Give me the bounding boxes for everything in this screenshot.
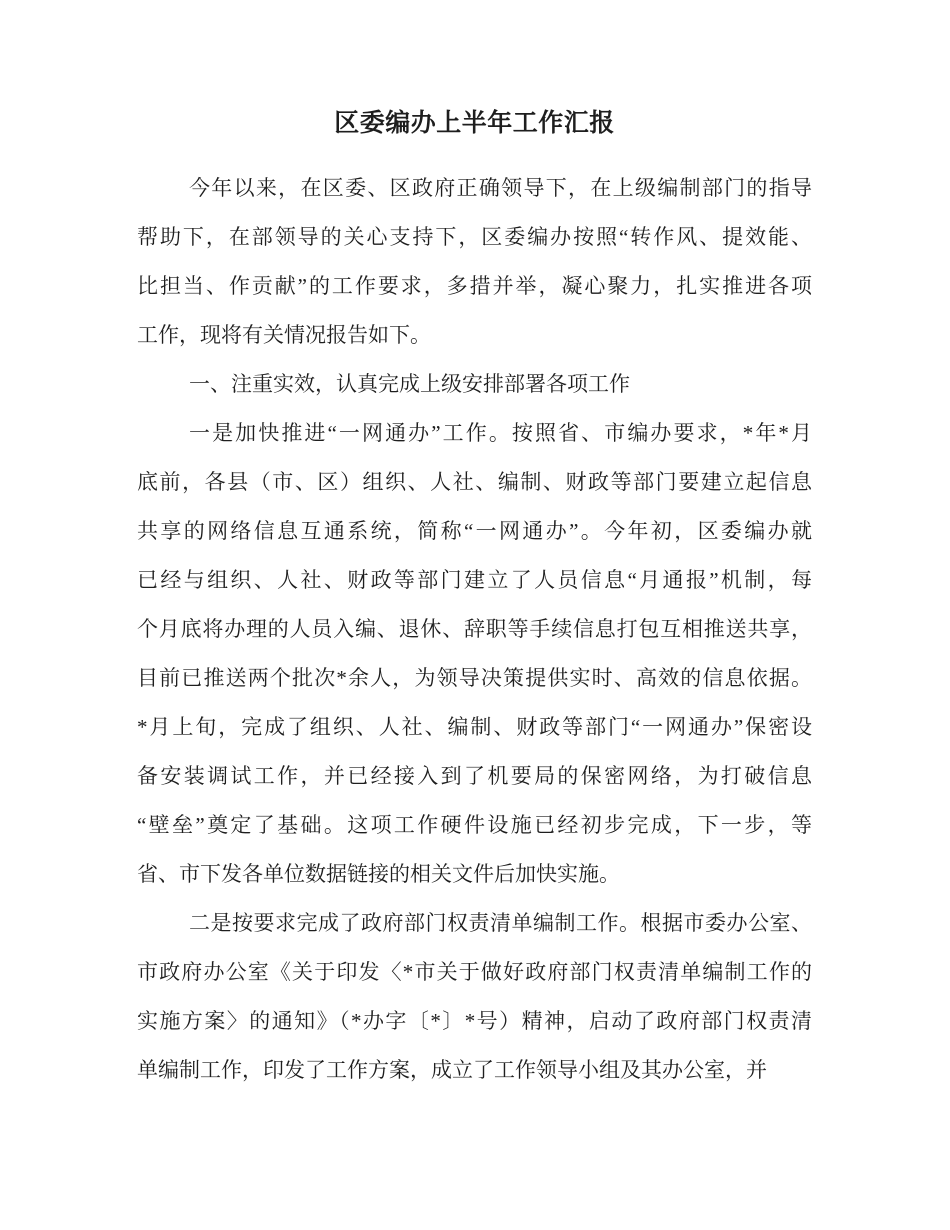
text-line: 今年以来，在区委、区政府正确领导下，在上级编制部门的指导 (189, 176, 812, 200)
section-heading (137, 360, 812, 409)
paragraph (137, 409, 812, 899)
text-line: 省、市下发各单位数据链接的相关文件后加快实施。 (137, 862, 620, 886)
text-line: 帮助下，在部领导的关心支持下，区委编办按照“转作风、提效能、 (137, 225, 812, 249)
text-line: 备安装调试工作，并已经接入到了机要局的保密网络，为打破信息 (137, 764, 812, 788)
text-line: 底前，各县（市、区）组织、人社、编制、财政等部门要建立起信息 (137, 470, 812, 494)
text-line: 共享的网络信息互通系统，简称“一网通办”。今年初，区委编办就 (137, 519, 812, 543)
text-line: 个月底将办理的人员入编、退休、辞职等手续信息打包互相推送共享， (137, 617, 812, 641)
text-line: 已经与组织、人社、财政等部门建立了人员信息“月通报”机制，每 (137, 568, 812, 592)
paragraph (137, 899, 812, 1095)
text-line: *月上旬，完成了组织、人社、编制、财政等部门“一网通办”保密设 (137, 715, 812, 739)
text-line: 单编制工作，印发了工作方案，成立了工作领导小组及其办公室，并 (137, 1058, 767, 1082)
text-line: 一、注重实效，认真完成上级安排部署各项工作 (189, 372, 630, 396)
text-line: 市政府办公室《关于印发〈*市关于做好政府部门权责清单编制工作的 (137, 960, 812, 984)
text-line: 比担当、作贡献”的工作要求，多措并举，凝心聚力，扎实推进各项 (137, 274, 812, 298)
text-line: 二是按要求完成了政府部门权责清单编制工作。根据市委办公室、 (189, 911, 812, 935)
text-line: 一是加快推进“一网通办”工作。按照省、市编办要求，*年*月 (189, 421, 812, 445)
text-line: 目前已推送两个批次*余人，为领导决策提供实时、高效的信息依据。 (137, 666, 812, 690)
paragraph (137, 164, 812, 360)
text-line: “壁垒”奠定了基础。这项工作硬件设施已经初步完成，下一步，等 (137, 813, 812, 837)
document-title: 区委编办上半年工作汇报 (334, 110, 615, 137)
text-line: 工作，现将有关情况报告如下。 (137, 323, 431, 347)
text-line: 实施方案〉的通知》（*办字〔*〕*号）精神，启动了政府部门权责清 (137, 1009, 812, 1033)
